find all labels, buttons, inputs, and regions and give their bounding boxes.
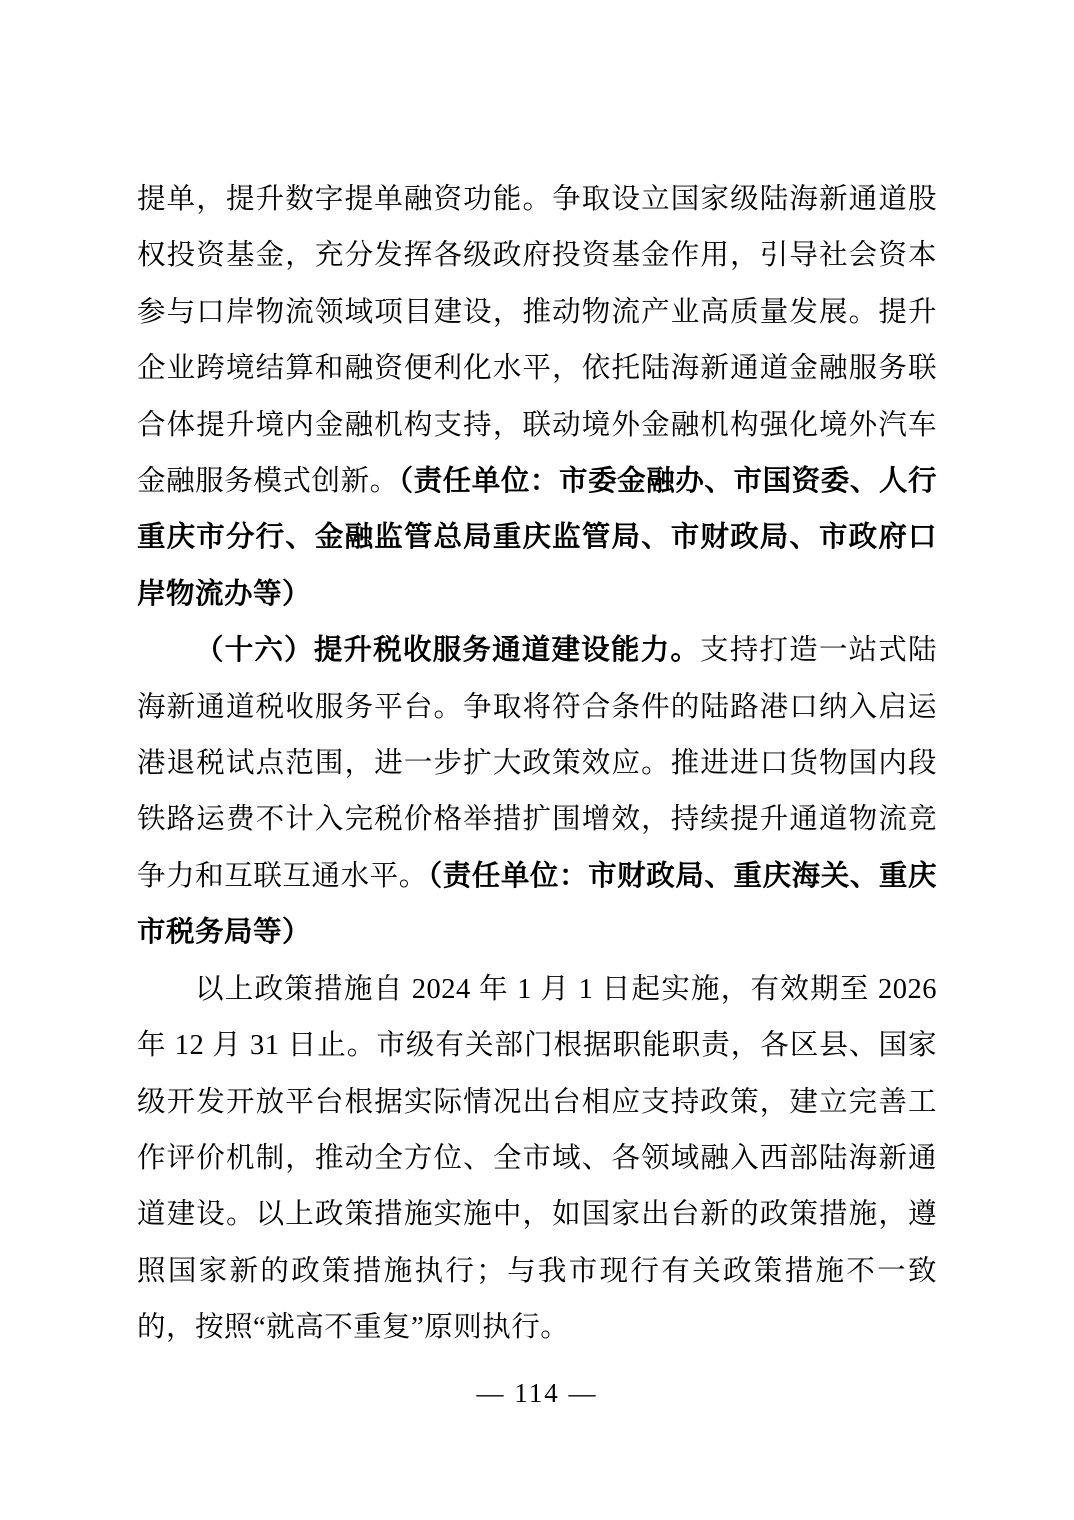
- responsibility-unit-text: （责任单位：市财政局、重庆海关、重庆市税务局等）: [137, 860, 937, 949]
- section-heading: （十六）提升税收服务通道建设能力。: [195, 635, 701, 667]
- paragraph: [137, 623, 937, 961]
- paragraph-text: 支持打造一站式陆海新通道税收服务平台。争取将符合条件的陆路港口纳入启运港退税试点范围，进一步扩大政策效应。推进进口货物国内段铁路运费不计入完税价格举措扩围增效，持续提升通道物流竞争力和互联互通水平。: [137, 635, 937, 892]
- page-number: — 114 —: [476, 1378, 598, 1408]
- responsibility-unit-text: （责任单位：市委金融办、市国资委、人行重庆市分行、金融监管总局重庆监管局、市财政局、市政府口岸物流办等）: [137, 466, 937, 610]
- paragraph: [137, 962, 937, 1357]
- paragraph-text: 提单，提升数字提单融资功能。争取设立国家级陆海新通道股权投资基金，充分发挥各级政府投资基金作用，引导社会资本参与口岸物流领域项目建设，推动物流产业高质量发展。提升企业跨境结算和融资便利化水平，依托陆海新通道金融服务联合体提升境内金融机构支持，联动境外金融机构强化境外汽车金融服务模式创新。: [137, 184, 937, 498]
- paragraph-text: 以上政策措施自 2024 年 1 月 1 日起实施，有效期至 2026 年 12 月 31 日止。市级有关部门根据职能职责，各区县、国家级开发开放平台根据实际情况出台相应支持政策，建立完善工作评价机制，推动全方位、全市域、各领域融入西部陆海新通道建设。以上政策措施实施中，如国家出台新的政策措施，遵照国家新的政策措施执行；与我市现行有关政策措施不一致的，按照“就高不重复”原则执行。: [137, 973, 937, 1344]
- paragraph: [137, 172, 937, 623]
- document-body: [137, 172, 937, 1357]
